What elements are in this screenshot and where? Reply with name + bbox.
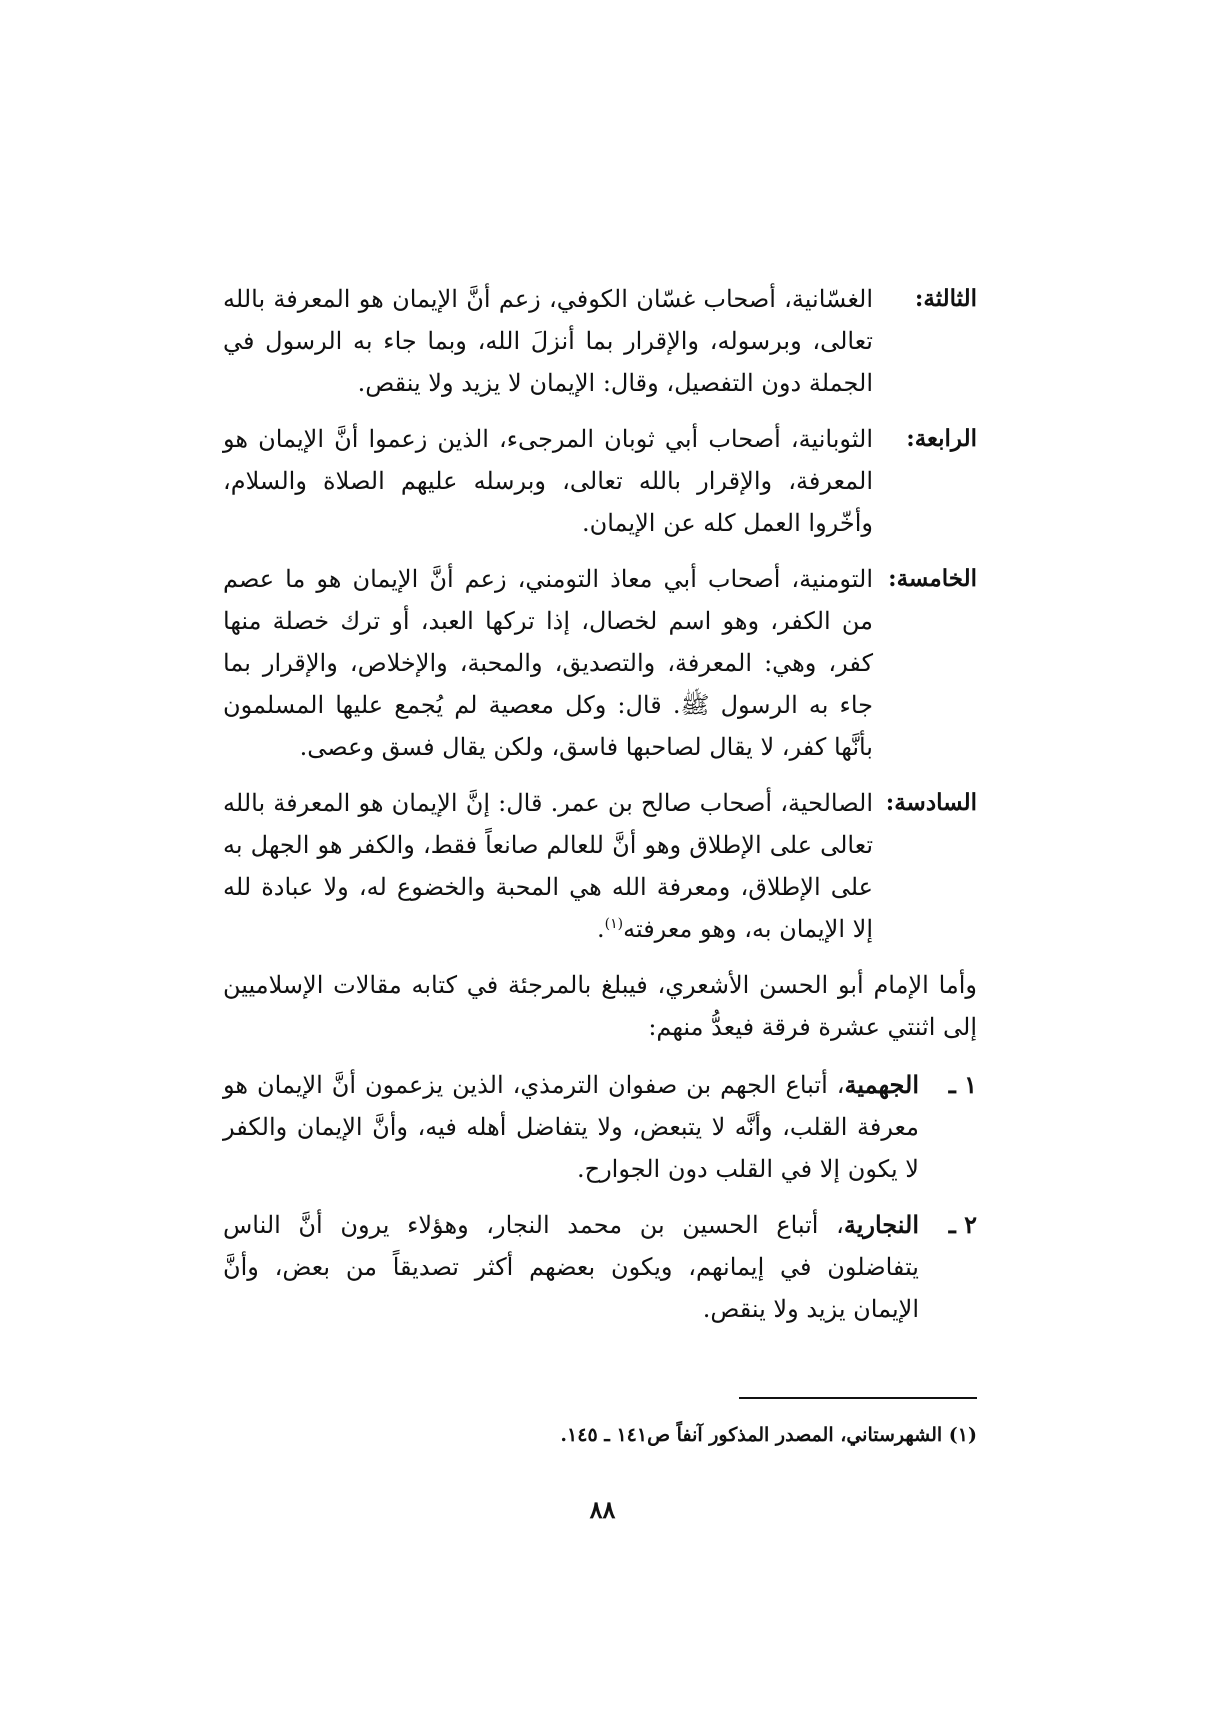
entry-label: الخامسة: [888, 565, 977, 592]
sect-entry-third [223, 278, 977, 404]
item-body: ، أتباع الجهم بن صفوان الترمذي، الذين يزعمون أنَّ الإيمان هو معرفة القلب، وأنَّه لا يتبعض، ولا يتفاضل أهله فيه، وأنَّ الإيمان والكفر لا يكون إلا في القلب دون الجوارح. [223, 1071, 919, 1183]
item-text [223, 1064, 919, 1190]
item-term: النجارية [843, 1210, 919, 1239]
entry-label: الرابعة: [906, 425, 977, 452]
page-number: ٨٨ [589, 1495, 616, 1524]
entry-text: الغسّانية، أصحاب غسّان الكوفي، زعم أنَّ الإيمان هو المعرفة بالله تعالى، وبرسوله، والإقرار بما أنزلَ الله، وبما جاء به الرسول في الجملة دون التفصيل، وقال: الإيمان لا يزيد ولا ينقص. [223, 285, 873, 397]
item-number: ١ ـ [948, 1070, 977, 1099]
entry-text-body: الصالحية، أصحاب صالح بن عمر. قال: إنَّ الإيمان هو المعرفة بالله تعالى على الإطلاق وهو أنَّ للعالم صانعاً فقط، والكفر هو الجهل به على الإطلاق، ومعرفة الله هي المحبة والخضوع له، ولا عبادة لله إلا الإيمان به، وهو معرفته [223, 789, 873, 943]
entry-text: الثوبانية، أصحاب أبي ثوبان المرجىء، الذين زعموا أنَّ الإيمان هو المعرفة، والإقرار بالله تعالى، وبرسله عليهم الصلاة والسلام، وأخّروا العمل كله عن الإيمان. [223, 425, 873, 537]
entry-text-end: . [596, 915, 605, 943]
main-text [223, 278, 977, 1344]
entry-label: الثالثة: [914, 285, 977, 312]
sect-entry-sixth [223, 782, 977, 950]
sect-entry-fifth [223, 558, 977, 768]
numbered-item-najjariyya [223, 1204, 977, 1330]
entry-text [223, 782, 873, 950]
footnote-divider [739, 1397, 977, 1399]
item-body: ، أتباع الحسين بن محمد النجار، وهؤلاء يرون أنَّ الناس يتفاضلون في إيمانهم، ويكون بعضهم أكثر تصديقاً من بعض، وأنَّ الإيمان يزيد ولا ينقص. [223, 1211, 919, 1323]
item-text [223, 1204, 919, 1330]
numbered-item-jahmiyya [223, 1064, 977, 1190]
entry-text: التومنية، أصحاب أبي معاذ التومني، زعم أنَّ الإيمان هو ما عصم من الكفر، وهو اسم لخصال، إذا تركها العبد، أو ترك خصلة منها كفر، وهي: المعرفة، والتصديق، والمحبة، والإخلاص، والإقرار بما جاء به الرسول ﷺ. قال: وكل معصية لم يُجمع عليها المسلمون بأنَّها كفر، لا يقال لصاحبها فاسق، ولكن يقال فسق وعصى. [223, 565, 873, 761]
item-number: ٢ ـ [948, 1210, 977, 1239]
footnote-reference[interactable]: (١) [604, 916, 624, 932]
item-term: الجهمية [844, 1070, 919, 1099]
entry-label: السادسة: [885, 789, 977, 816]
intro-paragraph: وأما الإمام أبو الحسن الأشعري، فيبلغ بالمرجئة في كتابه مقالات الإسلاميين إلى اثنتي عشرة فرقة فيعدُّ منهم: [223, 971, 977, 1041]
sect-entry-fourth [223, 418, 977, 544]
footnote: (١) الشهرستاني، المصدر المذكور آنفاً ص١٤١ ـ ١٤٥. [560, 1424, 977, 1446]
